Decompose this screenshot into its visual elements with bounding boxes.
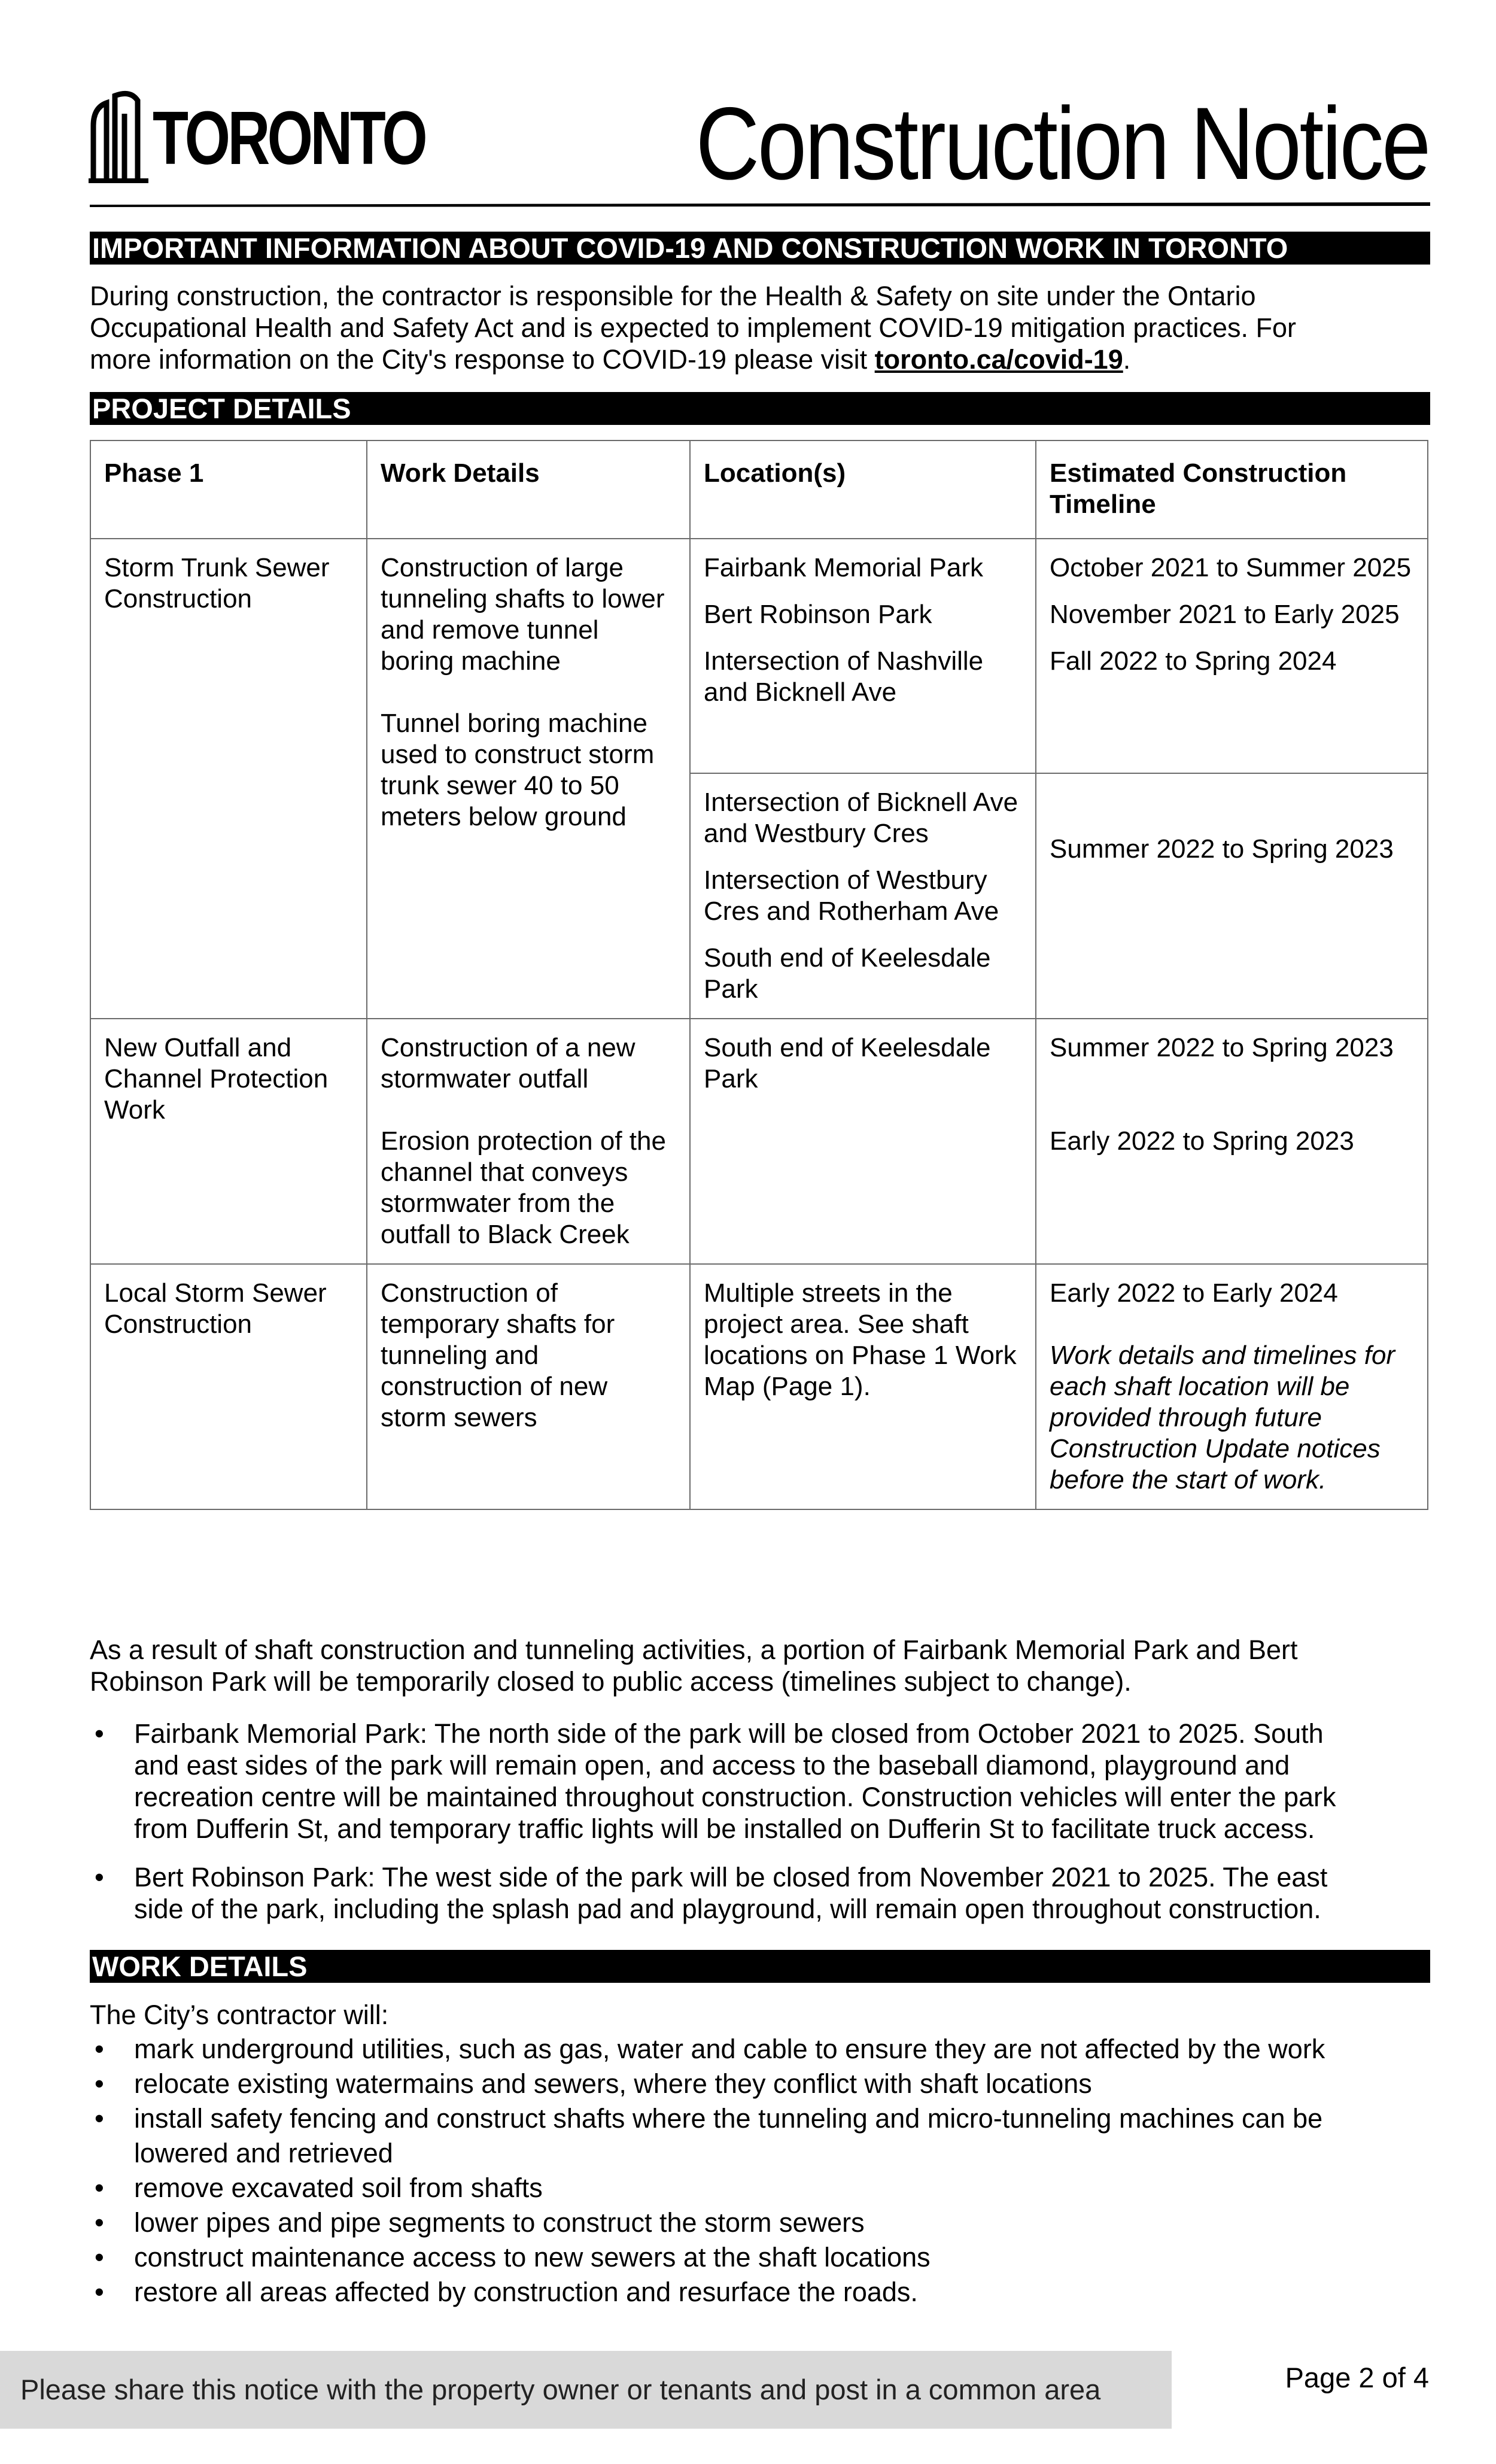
location-item: Intersection of Nashville and Bicknell Ave [704, 646, 984, 707]
work-item: Construction of a new stormwater outfall [381, 1033, 636, 1093]
bullet-icon: • [95, 2068, 104, 2099]
spacer [704, 584, 1022, 599]
list-line: mark underground utilities, such as gas, water and cable to ensure they are not affected by the work [134, 2034, 1325, 2064]
park-closure-list [90, 1718, 1430, 1925]
bullet-icon: • [95, 1718, 104, 1749]
list-line: relocate existing watermains and sewers, where they conflict with shaft locations [134, 2068, 1092, 2099]
closure-line: Robinson Park will be temporarily closed to public access (timelines subject to change). [90, 1666, 1132, 1697]
list-line: from Dufferin St, and temporary traffic lights will be installed on Dufferin St to facilitate truck access. [134, 1813, 1315, 1844]
col-header-timeline: Estimated Construction Timeline [1036, 440, 1428, 539]
list-item [90, 2240, 1430, 2275]
list-item [90, 1718, 1430, 1845]
spacer [1050, 1064, 1414, 1095]
phase-cell: Local Storm Sewer Construction [90, 1264, 367, 1509]
work-item: Erosion protection of the channel that conveys stormwater from the outfall to Black Creek [381, 1126, 666, 1249]
covid-link[interactable]: toronto.ca/covid-19 [874, 344, 1123, 375]
closure-line: As a result of shaft construction and tunneling activities, a portion of Fairbank Memorial Park and Bert [90, 1634, 1298, 1665]
covid-line: During construction, the contractor is responsible for the Health & Safety on site under the Ontario [90, 281, 1256, 311]
location-item: South end of Keelesdale Park [704, 943, 991, 1004]
list-line: lowered and retrieved [134, 2138, 393, 2168]
covid-body [90, 280, 1430, 375]
list-item [90, 2067, 1430, 2101]
table-row [90, 1019, 1428, 1264]
location-item: Fairbank Memorial Park [704, 553, 984, 582]
list-line: restore all areas affected by construction and resurface the roads. [134, 2277, 918, 2307]
work-details-heading: WORK DETAILS [90, 1950, 1430, 1983]
bullet-icon: • [95, 1862, 104, 1892]
timeline-item: October 2021 to Summer 2025 [1050, 553, 1412, 582]
spacer [1050, 1309, 1414, 1340]
bullet-icon: • [95, 2103, 104, 2134]
bullet-icon: • [95, 2034, 104, 2064]
list-line: remove excavated soil from shafts [134, 2173, 543, 2203]
timeline-item: Early 2022 to Early 2024 [1050, 1278, 1338, 1308]
list-item [90, 2205, 1430, 2240]
covid-line: Occupational Health and Safety Act and is expected to implement COVID-19 mitigation practices. For [90, 312, 1296, 343]
table-row [90, 1264, 1428, 1509]
list-item [90, 2171, 1430, 2205]
work-item: Tunnel boring machine used to construct storm trunk sewer 40 to 50 meters below ground [381, 709, 655, 831]
location-cell: Multiple streets in the project area. See shaft locations on Phase 1 Work Map (Page 1). [690, 1264, 1036, 1509]
location-cell: South end of Keelesdale Park [690, 1019, 1036, 1264]
phase-cell: New Outfall and Channel Protection Work [90, 1019, 367, 1264]
spacer [1050, 584, 1414, 599]
list-line: Bert Robinson Park: The west side of the park will be closed from November 2021 to 2025. The east [134, 1862, 1328, 1892]
col-header-phase: Phase 1 [90, 440, 367, 539]
phase-cell: Storm Trunk Sewer Construction [90, 539, 367, 1019]
work-list [90, 2032, 1430, 2310]
col-header-work: Work Details [367, 440, 690, 539]
bullet-icon: • [95, 2207, 104, 2238]
spacer [381, 677, 676, 708]
logo-wordmark: TORONTO [153, 96, 425, 180]
list-line: Fairbank Memorial Park: The north side of the park will be closed from October 2021 to 2025. South [134, 1718, 1324, 1749]
spacer [704, 849, 1022, 865]
project-table [90, 440, 1428, 1510]
location-cell [690, 539, 1036, 773]
location-item: Intersection of Westbury Cres and Rotherham Ave [704, 865, 999, 926]
timeline-cell [1036, 1019, 1428, 1264]
location-item: Intersection of Bicknell Ave and Westbury Cres [704, 788, 1018, 848]
location-item: Bert Robinson Park [704, 600, 932, 629]
bullet-icon: • [95, 2173, 104, 2203]
work-cell: Construction of temporary shafts for tunneling and construction of new storm sewers [367, 1264, 690, 1509]
list-line: install safety fencing and construct shafts where the tunneling and micro-tunneling machines can be [134, 2103, 1323, 2134]
covid-line-text: more information on the City's response to COVID-19 please visit [90, 344, 875, 375]
page-title: Construction Notice [695, 86, 1429, 201]
list-line: lower pipes and pipe segments to construct the storm sewers [134, 2207, 865, 2238]
work-cell [367, 1019, 690, 1264]
list-item [90, 1861, 1430, 1925]
work-intro: The City’s contractor will: [90, 2000, 389, 2030]
header-rule [90, 201, 1430, 211]
table-row [90, 539, 1428, 773]
list-item [90, 2101, 1430, 2171]
list-line: construct maintenance access to new sewers at the shaft locations [134, 2242, 931, 2272]
closure-intro [90, 1634, 1430, 1697]
list-line: recreation centre will be maintained throughout construction. Construction vehicles will enter the park [134, 1782, 1336, 1812]
list-item [90, 2032, 1430, 2067]
work-cell [367, 539, 690, 1019]
col-header-location: Location(s) [690, 440, 1036, 539]
share-notice: Please share this notice with the property owner or tenants and post in a common area [20, 2374, 1101, 2405]
timeline-item: Summer 2022 to Spring 2023 [1050, 1033, 1394, 1062]
covid-line-end: . [1123, 344, 1131, 375]
list-item [90, 2275, 1430, 2310]
timeline-item: November 2021 to Early 2025 [1050, 600, 1400, 629]
page-number: Page 2 of 4 [1285, 2362, 1429, 2393]
timeline-note: Work details and timelines for each shaft location will be provided through future Construction Update notices before the start of work. [1050, 1341, 1395, 1494]
covid-line [90, 344, 1430, 375]
spacer [704, 927, 1022, 943]
timeline-cell [1036, 1264, 1428, 1509]
project-details-heading: PROJECT DETAILS [90, 392, 1430, 425]
bullet-icon: • [95, 2277, 104, 2307]
timeline-cell [1036, 539, 1428, 773]
covid-heading: IMPORTANT INFORMATION ABOUT COVID-19 AND CONSTRUCTION WORK IN TORONTO [90, 232, 1430, 265]
spacer [704, 630, 1022, 646]
timeline-item: Fall 2022 to Spring 2024 [1050, 646, 1337, 676]
toronto-logo [89, 90, 148, 186]
list-line: and east sides of the park will remain open, and access to the baseball diamond, playground and [134, 1750, 1290, 1781]
location-cell [690, 773, 1036, 1019]
timeline-item: Early 2022 to Spring 2023 [1050, 1126, 1354, 1156]
spacer [1050, 630, 1414, 646]
timeline-cell: Summer 2022 to Spring 2023 [1036, 773, 1428, 1019]
table-header-row [90, 440, 1428, 539]
list-line: side of the park, including the splash pad and playground, will remain open throughout construction. [134, 1894, 1321, 1924]
bullet-icon: • [95, 2242, 104, 2272]
work-item: Construction of large tunneling shafts to lower and remove tunnel boring machine [381, 553, 665, 676]
spacer [381, 1095, 676, 1126]
